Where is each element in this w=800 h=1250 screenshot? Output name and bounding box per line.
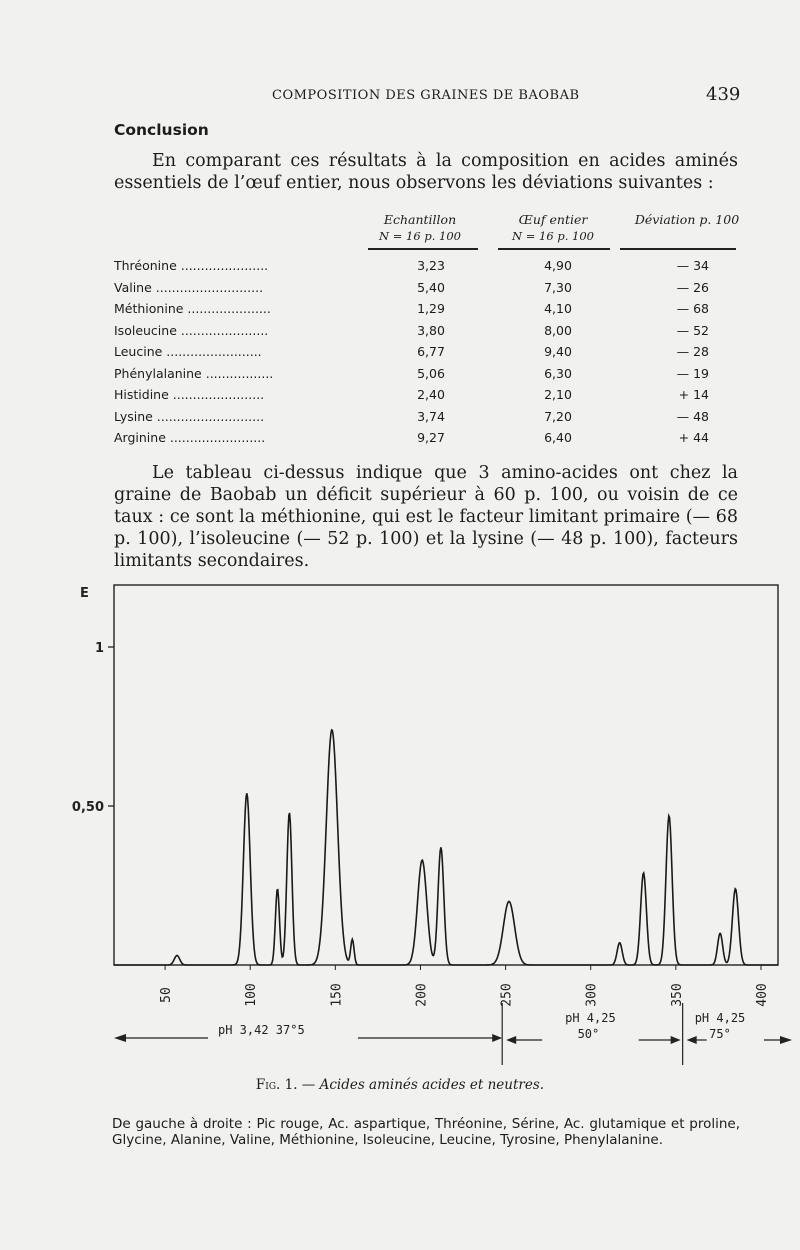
chromatogram-svg bbox=[71, 585, 800, 1070]
egg-value: 2,10 bbox=[544, 387, 572, 402]
zone-temperature: 75° bbox=[709, 1027, 731, 1041]
egg-value: 7,30 bbox=[544, 279, 572, 295]
table-row bbox=[114, 280, 754, 302]
table-row bbox=[114, 258, 754, 280]
section-title: Conclusion bbox=[114, 121, 209, 139]
zone-temperature: 50° bbox=[577, 1027, 600, 1041]
x-tick-label: 250 bbox=[499, 983, 515, 1007]
running-title: COMPOSITION DES GRAINES DE BAOBAB bbox=[272, 88, 580, 103]
amino-acid-name: Lysine ........................... bbox=[114, 408, 265, 424]
sample-value: 3,23 bbox=[417, 258, 445, 273]
zone-arrow-head bbox=[671, 1036, 681, 1044]
x-tick-label: 300 bbox=[584, 983, 600, 1007]
egg-value: 6,40 bbox=[544, 430, 572, 445]
figure-caption bbox=[0, 1077, 800, 1093]
table-row bbox=[114, 409, 754, 431]
sample-value: 2,40 bbox=[417, 387, 445, 402]
amino-acid-name: Valine ........................... bbox=[114, 279, 264, 295]
amino-acid-name: Phénylalanine ................. bbox=[114, 365, 274, 381]
x-tick-label: 400 bbox=[754, 983, 770, 1007]
egg-value: 4,90 bbox=[544, 258, 572, 273]
table-row bbox=[114, 430, 754, 452]
zone-arrow-head bbox=[492, 1034, 502, 1042]
x-tick-label: 50 bbox=[159, 987, 175, 1003]
deviation-value: — 34 bbox=[676, 258, 709, 273]
figure-dash: — bbox=[297, 1077, 320, 1093]
y-tick-label: 0,50 bbox=[71, 800, 104, 815]
amino-acid-name: Méthionine ..................... bbox=[114, 301, 271, 316]
sample-value: 5,06 bbox=[417, 365, 445, 381]
deviation-value: — 28 bbox=[676, 344, 709, 359]
amino-acid-name: Thréonine ...................... bbox=[114, 258, 269, 273]
page-header bbox=[0, 84, 800, 106]
column-rule bbox=[498, 248, 610, 250]
deviation-value: — 52 bbox=[676, 322, 709, 338]
egg-value: 6,30 bbox=[544, 365, 572, 381]
zone-label: pH 4,25 bbox=[694, 1011, 746, 1025]
x-tick-label: 150 bbox=[329, 983, 345, 1007]
y-tick-label: 1 bbox=[94, 641, 104, 656]
intro-paragraph: En comparant ces résultats à la composition en acides aminés essentiels de l’œuf entier, nous observons les déviations suivantes : bbox=[114, 151, 738, 193]
deviation-value: — 26 bbox=[676, 279, 709, 295]
zone-arrow-head bbox=[780, 1036, 792, 1044]
egg-value: 9,40 bbox=[544, 344, 572, 359]
plot-frame bbox=[114, 585, 778, 965]
column-rule bbox=[368, 248, 478, 250]
column-header-deviation: Déviation p. 100 bbox=[634, 212, 740, 227]
sample-value: 9,27 bbox=[417, 430, 445, 445]
sample-value: 6,77 bbox=[417, 344, 445, 359]
table-row bbox=[114, 323, 754, 345]
figure-number: Fig. 1. bbox=[255, 1077, 298, 1093]
table-row bbox=[114, 301, 754, 323]
x-tick-label: 100 bbox=[244, 983, 260, 1007]
egg-value: 4,10 bbox=[544, 301, 572, 316]
table-row bbox=[114, 366, 754, 388]
column-header-egg: Œuf entier N = 16 p. 100 bbox=[512, 212, 594, 243]
sample-value: 3,74 bbox=[417, 408, 445, 424]
x-tick-label: 350 bbox=[669, 983, 685, 1007]
figure-legend: De gauche à droite : Pic rouge, Ac. aspartique, Thréonine, Sérine, Ac. glutamique et proline, Glycine, Alanine, Valine, Méthionine, Isoleucine, Leucine, Tyrosine, Phenylalanine. bbox=[112, 1116, 740, 1148]
sample-value: 3,80 bbox=[417, 322, 445, 338]
zone-label: pH 4,25 bbox=[565, 1011, 616, 1025]
y-axis-label: E bbox=[80, 586, 89, 601]
column-header-sample: Echantillon N = 16 p. 100 bbox=[379, 212, 461, 243]
conclusion-paragraph: Le tableau ci-dessus indique que 3 amino-acides ont chez la graine de Baobab un déficit supérieur à 60 p. 100, ou voisin de ce taux : ce sont la méthionine, qui est le facteur limitant primaire (— 68 p. 100), l’isoleucine (— 52 p. 100) et la lysine (— 48 p. 100), facteurs limitants secondaires. bbox=[114, 463, 738, 571]
figure-title: Acides aminés acides et neutres. bbox=[319, 1077, 545, 1093]
table-header bbox=[360, 212, 760, 252]
zone-label: pH 3,42 37°5 bbox=[218, 1023, 305, 1037]
deviation-value: + 44 bbox=[678, 430, 709, 445]
column-rule bbox=[620, 248, 736, 250]
egg-value: 7,20 bbox=[544, 408, 572, 424]
table-row bbox=[114, 387, 754, 409]
deviation-value: + 14 bbox=[678, 387, 709, 402]
amino-acid-table bbox=[114, 258, 754, 452]
chromatogram-trace bbox=[114, 730, 778, 965]
egg-value: 8,00 bbox=[544, 322, 572, 338]
table-row bbox=[114, 344, 754, 366]
amino-acid-name: Leucine ........................ bbox=[114, 344, 262, 359]
page-number: 439 bbox=[706, 84, 741, 105]
deviation-value: — 48 bbox=[676, 408, 709, 424]
amino-acid-name: Isoleucine ...................... bbox=[114, 322, 269, 338]
zone-arrow-head bbox=[114, 1034, 126, 1042]
chromatogram-chart bbox=[71, 585, 800, 1070]
amino-acid-name: Histidine ....................... bbox=[114, 387, 265, 402]
amino-acid-name: Arginine ........................ bbox=[114, 430, 266, 445]
sample-value: 5,40 bbox=[417, 279, 445, 295]
deviation-value: — 68 bbox=[676, 301, 709, 316]
x-tick-label: 200 bbox=[414, 983, 430, 1007]
deviation-value: — 19 bbox=[676, 365, 709, 381]
sample-value: 1,29 bbox=[417, 301, 445, 316]
